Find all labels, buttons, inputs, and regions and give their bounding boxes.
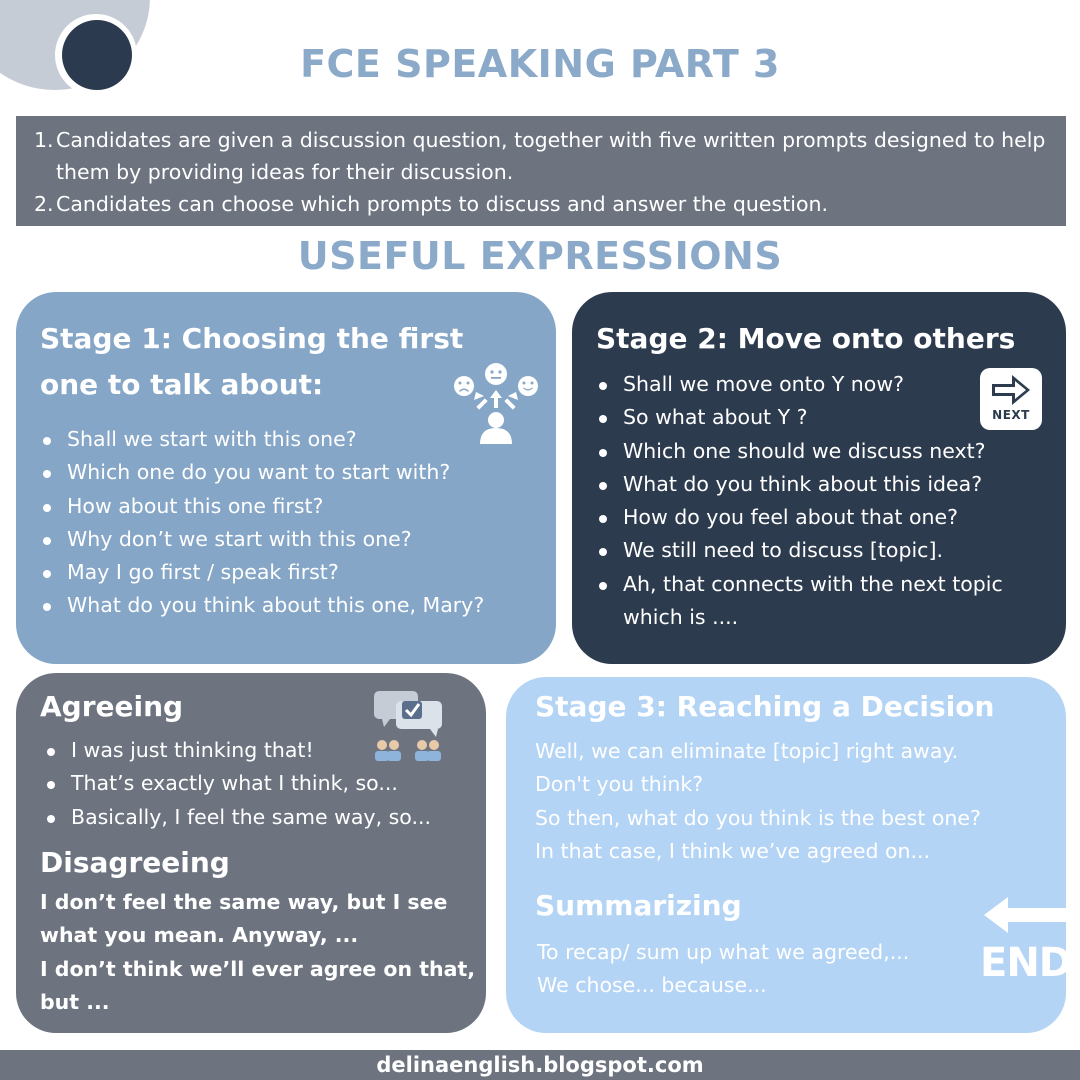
stage1-card xyxy=(16,292,556,664)
disagreeing-line: I don’t feel the same way, but I see xyxy=(40,890,448,914)
stage3-line: In that case, I think we’ve agreed on... xyxy=(535,838,931,863)
disagreeing-text xyxy=(40,886,475,1019)
list-item: Shall we move onto Y now? xyxy=(596,368,1036,401)
intro-box xyxy=(16,116,1066,226)
list-item: That’s exactly what I think, so... xyxy=(44,767,431,800)
stage1-title-line: Stage 1: Choosing the first xyxy=(40,322,464,355)
intro-item xyxy=(34,124,1052,188)
stage2-list xyxy=(596,368,1036,634)
stage1-title xyxy=(40,316,463,408)
stage1-title-line: one to talk about: xyxy=(40,368,324,401)
list-item: Ah, that connects with the next topic which is .... xyxy=(596,568,1036,635)
stage3-line: So then, what do you think is the best one? xyxy=(535,805,981,830)
disagreeing-line: what you mean. Anyway, ... xyxy=(40,923,359,948)
intro-item-text: Candidates can choose which prompts to discuss and answer the question. xyxy=(56,192,828,216)
disagreeing-line: I don’t think we’ll ever agree on that, xyxy=(40,956,476,981)
list-item: What do you think about this one, Mary? xyxy=(40,589,484,622)
list-item: May I go first / speak first? xyxy=(40,556,484,589)
intro-item xyxy=(34,188,1052,220)
stage3-line: Don't you think? xyxy=(535,772,704,797)
list-item: Shall we start with this one? xyxy=(40,423,484,456)
list-item: How about this one first? xyxy=(40,490,484,523)
list-item: I was just thinking that! xyxy=(44,734,431,767)
agreeing-list xyxy=(44,734,431,834)
list-item: Which one do you want to start with? xyxy=(40,456,484,489)
list-item: So what about Y ? xyxy=(596,401,1036,434)
next-label: NEXT xyxy=(992,408,1030,422)
summarizing-line: We chose... because... xyxy=(537,973,767,998)
intro-item-number: 1. xyxy=(34,128,54,152)
intro-item-text: Candidates are given a discussion question, together with five written prompts designed to help them by providing ideas for their discussion. xyxy=(56,128,1046,184)
stage3-line: Well, we can eliminate [topic] right away. xyxy=(535,739,959,763)
disagreeing-line: but ... xyxy=(40,989,110,1014)
disagreeing-title: Disagreeing xyxy=(40,846,230,879)
list-item: We still need to discuss [topic]. xyxy=(596,534,1036,567)
end-arrow-icon xyxy=(982,893,1066,937)
intro-item-number: 2. xyxy=(34,192,54,216)
stage1-list xyxy=(40,423,484,623)
list-item: Which one should we discuss next? xyxy=(596,435,1036,468)
summarizing-title: Summarizing xyxy=(535,889,742,922)
summarizing-lines xyxy=(537,936,909,1003)
page-title: FCE SPEAKING PART 3 xyxy=(300,42,780,86)
stage2-title: Stage 2: Move onto others xyxy=(596,322,1016,355)
stage2-card xyxy=(572,292,1066,664)
agreeing-card xyxy=(16,673,486,1033)
end-label: END xyxy=(980,940,1072,986)
list-item: Why don’t we start with this one? xyxy=(40,523,484,556)
list-item: How do you feel about that one? xyxy=(596,501,1036,534)
intro-list xyxy=(34,124,1052,220)
agreeing-title: Agreeing xyxy=(40,690,184,723)
stage3-lines xyxy=(535,735,981,868)
list-item: Basically, I feel the same way, so... xyxy=(44,801,431,834)
footer-url[interactable]: delinaenglish.blogspot.com xyxy=(0,1050,1080,1080)
stage3-title: Stage 3: Reaching a Decision xyxy=(535,690,995,723)
summarizing-line: To recap/ sum up what we agreed,... xyxy=(537,940,910,964)
stage3-card xyxy=(506,677,1072,1033)
list-item: What do you think about this idea? xyxy=(596,468,1036,501)
section-title: USEFUL EXPRESSIONS xyxy=(297,234,783,278)
